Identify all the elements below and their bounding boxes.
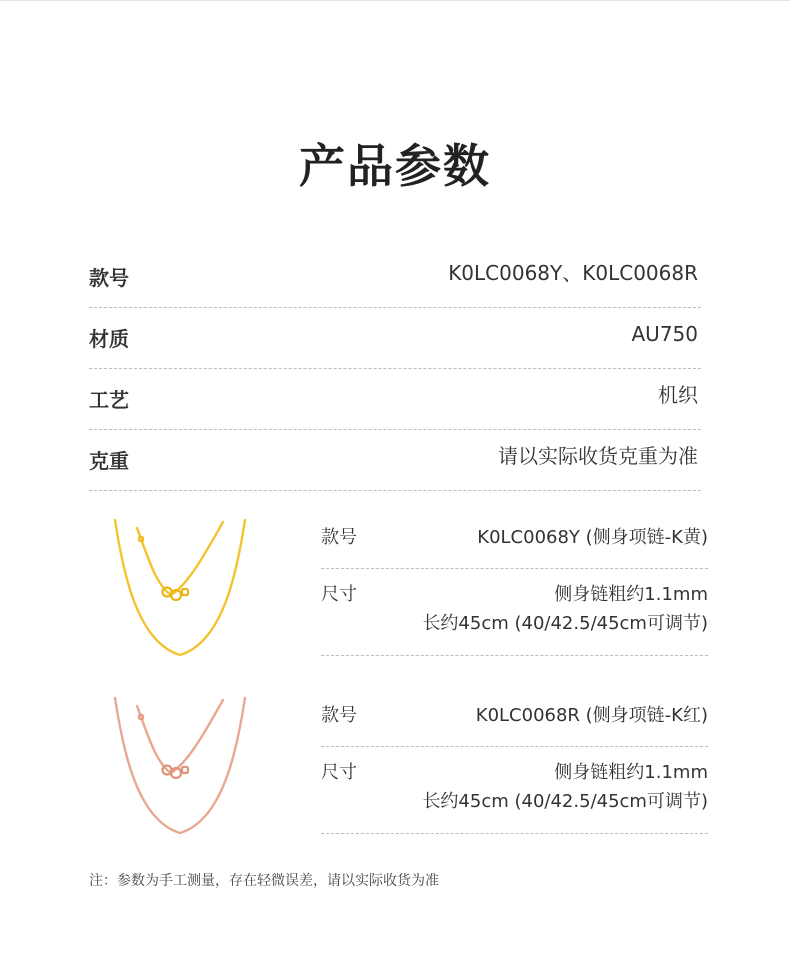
gold-necklace-image — [105, 512, 255, 667]
necklace-chain-inner — [137, 700, 223, 773]
detail-row-size — [321, 747, 708, 834]
detail-label: 尺寸 — [321, 762, 357, 783]
spec-row-weight — [89, 430, 701, 491]
spec-value: AU750 — [631, 322, 698, 346]
spec-label: 克重 — [89, 449, 129, 473]
detail-value: 侧身链粗约1.1mm — [554, 584, 708, 605]
necklace-chain — [115, 698, 245, 833]
spec-value: K0LC0068Y、K0LC0068R — [448, 261, 698, 285]
spec-value: 请以实际收货克重为准 — [498, 444, 698, 468]
spec-row-material — [89, 308, 701, 369]
detail-row-model — [321, 690, 708, 747]
footnote: 注：参数为手工测量，存在轻微误差，请以实际收货为准 — [89, 873, 439, 889]
necklace-chain — [115, 520, 245, 655]
detail-label: 款号 — [321, 527, 357, 548]
spec-row-craft — [89, 369, 701, 430]
product-detail-table — [321, 512, 708, 656]
spec-label: 工艺 — [89, 388, 129, 412]
detail-label: 款号 — [321, 705, 357, 726]
detail-value: 长约45cm (40/42.5/45cm可调节) — [422, 791, 708, 812]
spec-value: 机织 — [658, 383, 698, 407]
spec-label: 款号 — [89, 266, 129, 290]
detail-label: 尺寸 — [321, 584, 357, 605]
detail-value: 长约45cm (40/42.5/45cm可调节) — [422, 613, 708, 634]
detail-value: K0LC0068R (侧身项链-K红) — [475, 705, 708, 726]
necklace-chain-inner — [137, 522, 223, 595]
detail-row-size — [321, 569, 708, 656]
rose-necklace-image — [105, 690, 255, 845]
product-detail-table — [321, 690, 708, 834]
detail-row-model — [321, 512, 708, 569]
spec-table — [89, 247, 701, 491]
spec-row-model — [89, 247, 701, 308]
detail-value: 侧身链粗约1.1mm — [554, 762, 708, 783]
product-card-yellow — [0, 512, 790, 672]
page-title: 产品参数 — [299, 139, 491, 193]
top-divider — [0, 0, 790, 1]
product-card-rose — [0, 690, 790, 850]
detail-value: K0LC0068Y (侧身项链-K黄) — [477, 527, 708, 548]
spec-label: 材质 — [89, 327, 129, 351]
